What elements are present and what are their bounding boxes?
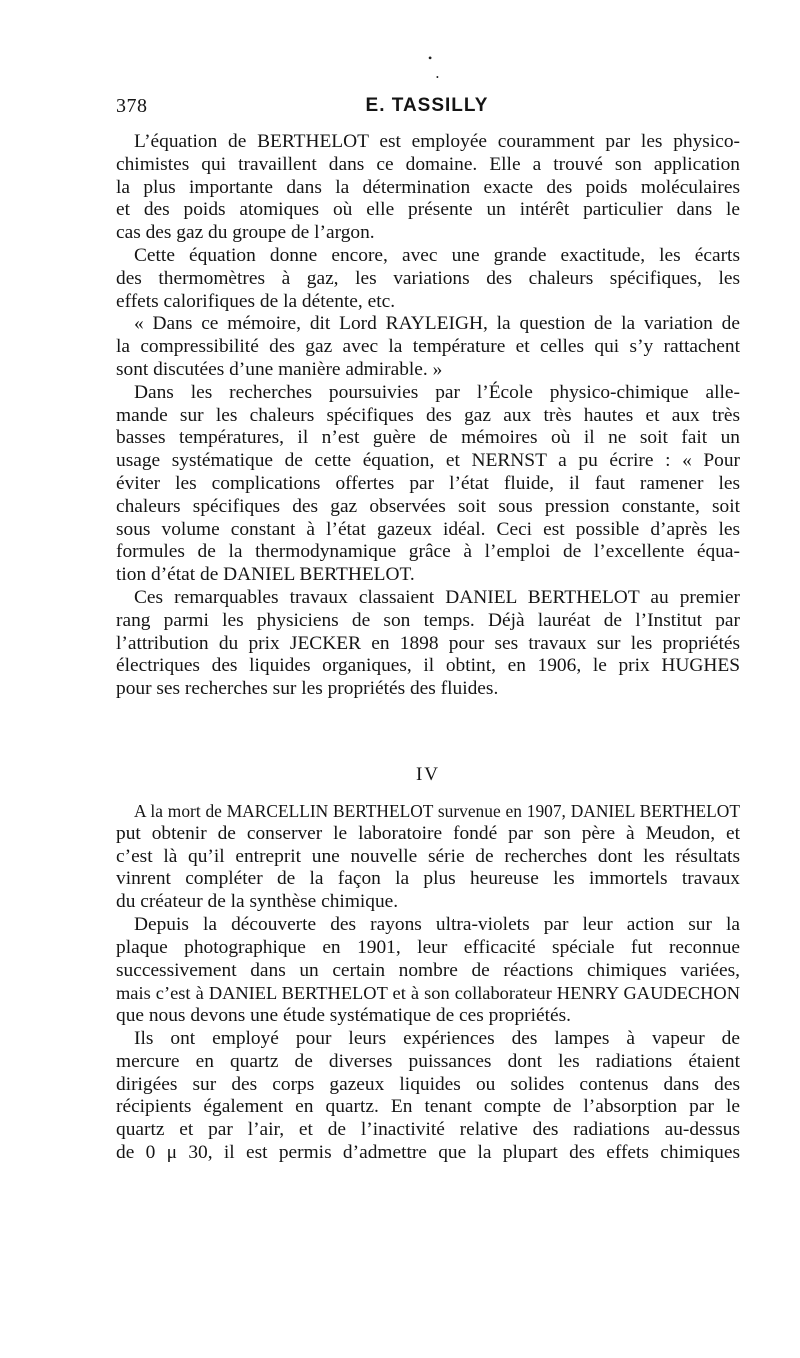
text-line: Dans les recherches poursuivies par l’École physico-chimique alle- bbox=[134, 381, 740, 403]
text-line: formules de la thermodynamique grâce à l’emploi de l’excellente équa- bbox=[116, 541, 740, 563]
text-line: L’équation de BERTHELOT est employée couramment par les physico- bbox=[134, 131, 740, 152]
text-line: rang parmi les physiciens de son temps. Déjà lauréat de l’Institut par bbox=[116, 609, 740, 631]
text-line: plaque photographique en 1901, leur efficacité spéciale fut reconnue bbox=[116, 936, 740, 958]
text-line: électriques des liquides organiques, il obtint, en 1906, le prix HUGHES bbox=[116, 655, 740, 677]
text-line: chaleurs spécifiques des gaz observées soit sous pression constante, soit bbox=[116, 495, 740, 517]
text-line: du créateur de la synthèse chimique. bbox=[116, 891, 399, 913]
text-line: mande sur les chaleurs spécifiques des gaz aux très hautes et aux très bbox=[116, 404, 740, 426]
text-line: la plus importante dans la détermination exacte des poids moléculaires bbox=[116, 176, 740, 198]
page-number: 378 bbox=[116, 95, 148, 117]
text-line: Ils ont employé pour leurs expériences des lampes à vapeur de bbox=[134, 1027, 740, 1049]
text-line: de 0 μ 30, il est permis d’admettre que la plupart des effets chimiques bbox=[116, 1141, 740, 1163]
body-text-before-section bbox=[116, 131, 740, 701]
text-line: mais c’est à DANIEL BERTHELOT et à son collaborateur HENRY GAUDECHON bbox=[116, 983, 740, 1004]
text-line: A la mort de MARCELLIN BERTHELOT survenue en 1907, DANIEL BERTHELOT bbox=[134, 801, 740, 821]
running-head bbox=[116, 95, 738, 119]
text-line: Depuis la découverte des rayons ultra-violets par leur action sur la bbox=[134, 913, 740, 935]
text-line: basses températures, il n’est guère de mémoires où il ne soit fait un bbox=[116, 427, 740, 449]
text-line: vinrent compléter de la façon la plus heureuse les immortels travaux bbox=[116, 868, 740, 890]
text-line: dirigées sur des corps gazeux liquides ou solides contenus dans des bbox=[116, 1073, 740, 1095]
section-heading: IV bbox=[415, 764, 441, 785]
text-line: c’est là qu’il entreprit une nouvelle série de recherches dont les résultats bbox=[116, 845, 740, 867]
running-title: E. TASSILLY bbox=[365, 95, 489, 116]
text-line: sont discutées d’une manière admirable. » bbox=[116, 358, 443, 380]
text-line: Ces remarquables travaux classaient DANIEL BERTHELOT au premier bbox=[134, 586, 740, 608]
text-line: Cette équation donne encore, avec une grande exactitude, les écarts bbox=[134, 244, 740, 266]
text-line: que nous devons une étude systématique de ces propriétés. bbox=[116, 1005, 572, 1027]
print-speck: • bbox=[436, 73, 439, 82]
text-line: récipients également en quartz. En tenant compte de l’absorption par le bbox=[116, 1096, 740, 1118]
text-line: sous volume constant à l’état gazeux idéal. Ceci est possible d’après les bbox=[116, 518, 740, 540]
text-line: et des poids atomiques où elle présente un intérêt particulier dans le bbox=[116, 199, 740, 221]
text-line: éviter les complications offertes par l’état fluide, il faut ramener les bbox=[116, 472, 740, 494]
text-line: des thermomètres à gaz, les variations des chaleurs spécifiques, les bbox=[116, 267, 740, 289]
text-line: chimistes qui travaillent dans ce domaine. Elle a trouvé son application bbox=[116, 153, 740, 175]
text-line: usage systématique de cette équation, et NERNST a pu écrire : « Pour bbox=[116, 450, 740, 472]
body-text-section-four bbox=[116, 800, 740, 1165]
text-line: successivement dans un certain nombre de réactions chimiques variées, bbox=[116, 959, 740, 981]
text-line: effets calorifiques de la détente, etc. bbox=[116, 290, 396, 312]
text-line: pour ses recherches sur les propriétés des fluides. bbox=[116, 678, 499, 700]
text-line: mercure en quartz de diverses puissances dont les radiations étaient bbox=[116, 1050, 740, 1072]
text-line: quartz et par l’air, et de l’inactivité relative des radiations au-dessus bbox=[116, 1119, 740, 1141]
text-line: « Dans ce mémoire, dit Lord RAYLEIGH, la question de la variation de bbox=[134, 313, 740, 335]
text-line: put obtenir de conserver le laboratoire fondé par son père à Meudon, et bbox=[116, 822, 740, 844]
print-speck: • bbox=[428, 51, 433, 65]
text-line: cas des gaz du groupe de l’argon. bbox=[116, 222, 375, 244]
text-line: tion d’état de DANIEL BERTHELOT. bbox=[116, 564, 415, 586]
text-line: la compressibilité des gaz avec la température et celles qui s’y rattachent bbox=[116, 336, 740, 358]
text-line: l’attribution du prix JECKER en 1898 pour ses travaux sur les propriétés bbox=[116, 632, 740, 654]
